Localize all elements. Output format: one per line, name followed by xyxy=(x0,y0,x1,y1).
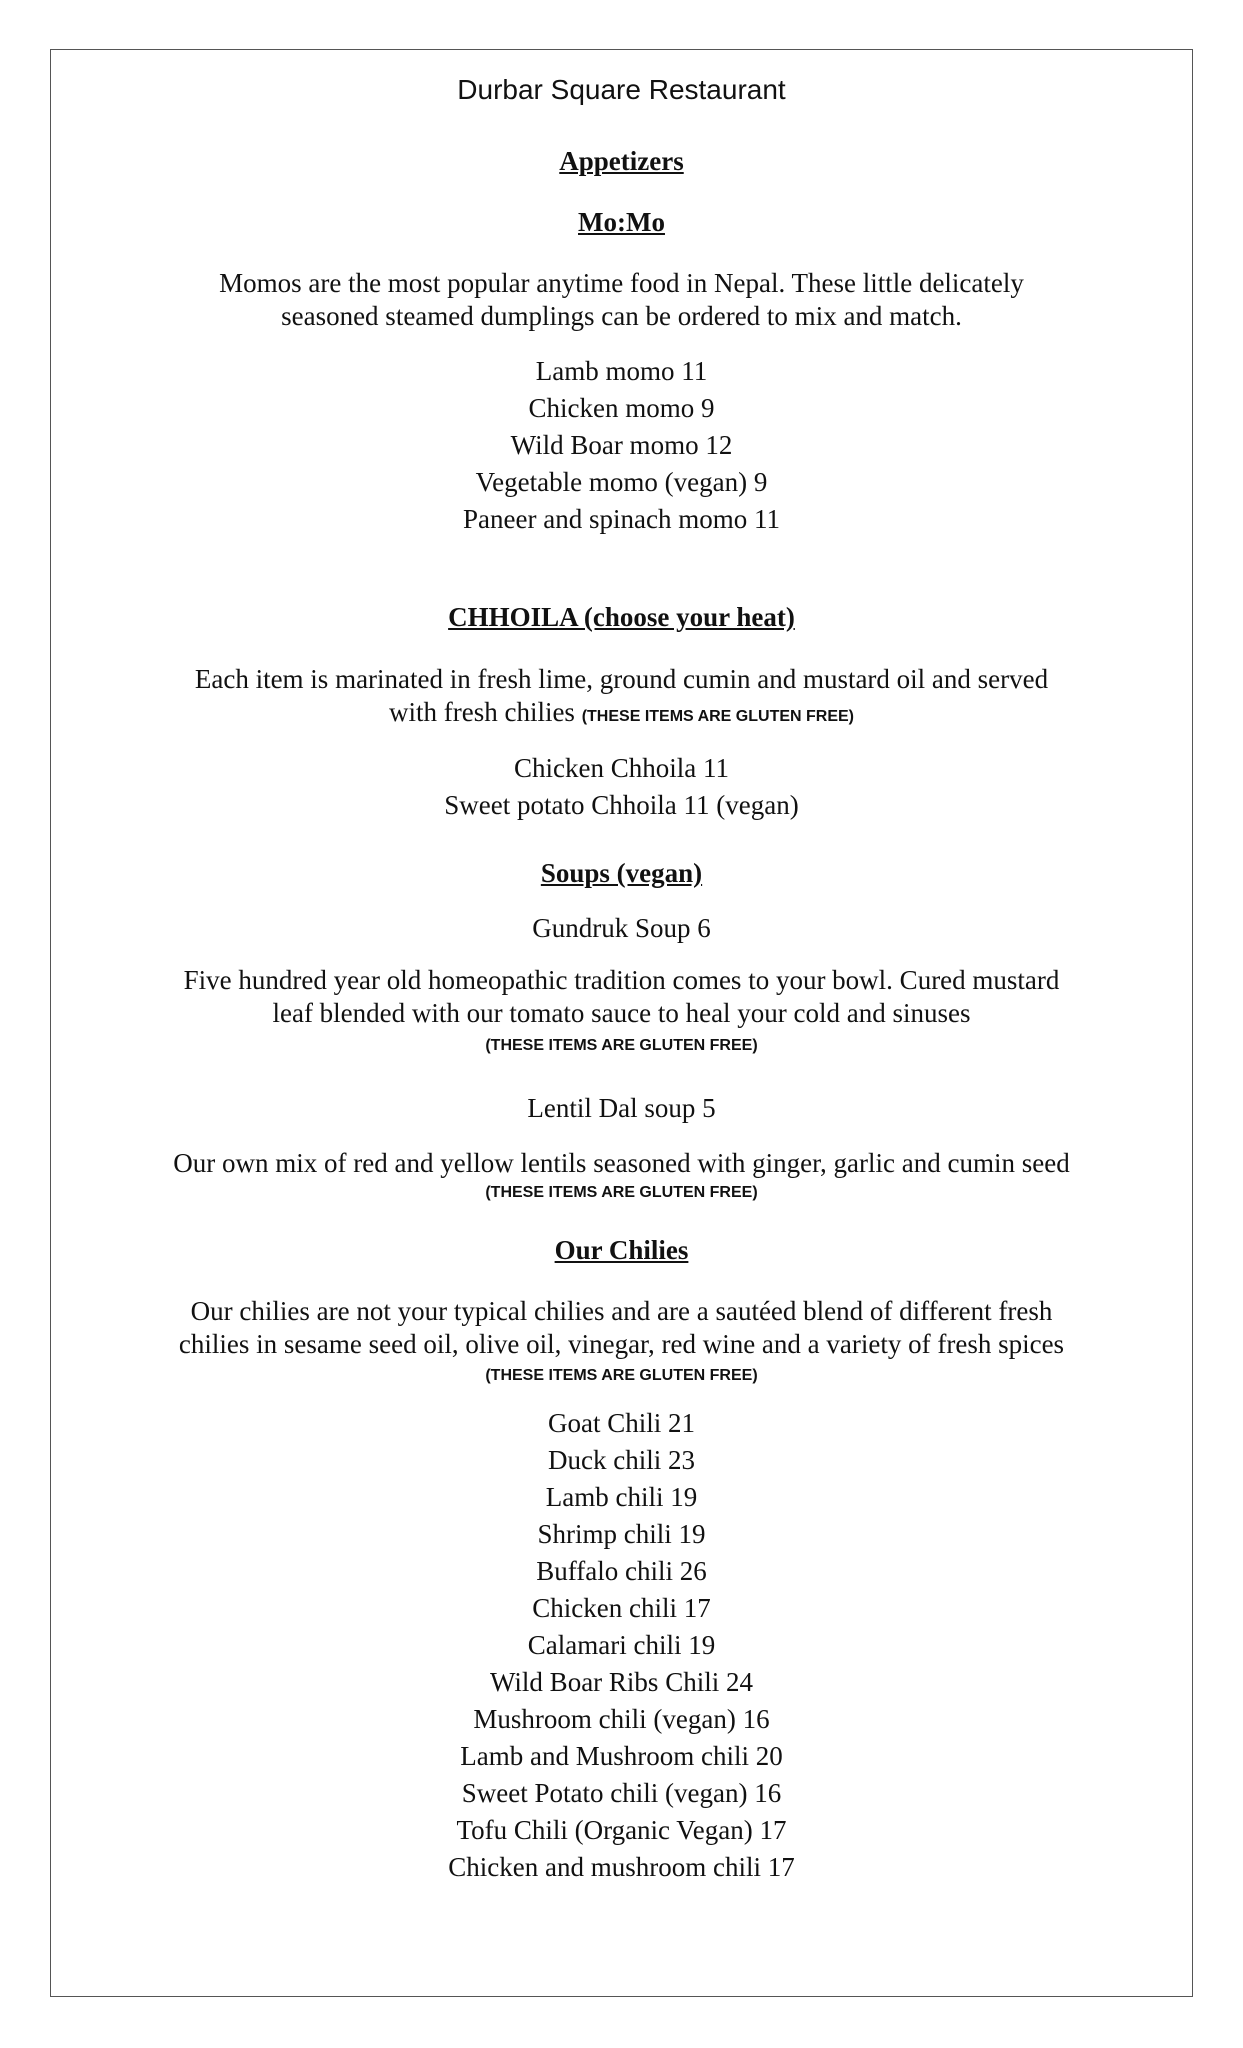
chili-item: Duck chili 23 xyxy=(548,1445,695,1475)
momo-item: Wild Boar momo 12 xyxy=(510,430,733,460)
momo-description-line2: seasoned steamed dumplings can be ordered to mix and match. xyxy=(281,301,962,331)
chili-item: Wild Boar Ribs Chili 24 xyxy=(490,1667,753,1697)
gluten-free-note: (THESE ITEMS ARE GLUTEN FREE) xyxy=(485,1037,758,1054)
appetizers-heading: Appetizers xyxy=(559,146,684,176)
chhoila-description-line1: Each item is marinated in fresh lime, ground cumin and mustard oil and served xyxy=(194,664,1049,694)
chhoila-description-line2: with fresh chilies (THESE ITEMS ARE GLUTEN FREE) xyxy=(388,697,855,727)
chhoila-item: Sweet potato Chhoila 11 (vegan) xyxy=(444,790,799,820)
dal-description: Our own mix of red and yellow lentils seasoned with ginger, garlic and cumin seed xyxy=(173,1148,1070,1178)
chili-item: Calamari chili 19 xyxy=(527,1630,716,1660)
chhoila-heading: CHHOILA (choose your heat) xyxy=(448,602,795,632)
lentil-dal-soup-item: Lentil Dal soup 5 xyxy=(527,1093,716,1123)
gundruk-soup-item: Gundruk Soup 6 xyxy=(532,913,711,943)
chilies-description-line1: Our chilies are not your typical chilies and are a sautéed blend of different fresh xyxy=(190,1296,1053,1326)
chili-item: Goat Chili 21 xyxy=(548,1408,695,1438)
momo-description-line1: Momos are the most popular anytime food in Nepal. These little delicately xyxy=(219,268,1024,298)
chili-item: Lamb chili 19 xyxy=(545,1482,698,1512)
gluten-free-note: (THESE ITEMS ARE GLUTEN FREE) xyxy=(485,1367,758,1384)
gluten-free-note: (THESE ITEMS ARE GLUTEN FREE) xyxy=(581,708,855,725)
chili-item: Sweet Potato chili (vegan) 16 xyxy=(461,1778,782,1808)
chili-item: Shrimp chili 19 xyxy=(537,1519,706,1549)
momo-item: Lamb momo 11 xyxy=(535,356,708,386)
chili-item: Mushroom chili (vegan) 16 xyxy=(473,1704,770,1734)
chili-item: Lamb and Mushroom chili 20 xyxy=(460,1741,783,1771)
momo-item: Vegetable momo (vegan) 9 xyxy=(475,467,768,497)
momo-item: Paneer and spinach momo 11 xyxy=(463,504,780,534)
chhoila-item: Chicken Chhoila 11 xyxy=(514,753,729,783)
chili-item: Chicken and mushroom chili 17 xyxy=(448,1852,795,1882)
chili-item: Tofu Chili (Organic Vegan) 17 xyxy=(456,1815,787,1845)
gundruk-description-line1: Five hundred year old homeopathic tradition comes to your bowl. Cured mustard xyxy=(183,965,1060,995)
gundruk-description-line2: leaf blended with our tomato sauce to heal your cold and sinuses xyxy=(272,998,971,1028)
chili-item: Chicken chili 17 xyxy=(532,1593,711,1623)
chili-item: Buffalo chili 26 xyxy=(536,1556,707,1586)
soups-heading: Soups (vegan) xyxy=(540,858,703,888)
restaurant-name: Durbar Square Restaurant xyxy=(457,74,786,105)
momo-item: Chicken momo 9 xyxy=(528,393,715,423)
gluten-free-note: (THESE ITEMS ARE GLUTEN FREE) xyxy=(485,1184,758,1201)
chilies-heading: Our Chilies xyxy=(554,1235,689,1265)
momo-heading: Mo:Mo xyxy=(578,207,665,237)
chilies-description-line2: chilies in sesame seed oil, olive oil, vinegar, red wine and a variety of fresh spices xyxy=(178,1329,1065,1359)
